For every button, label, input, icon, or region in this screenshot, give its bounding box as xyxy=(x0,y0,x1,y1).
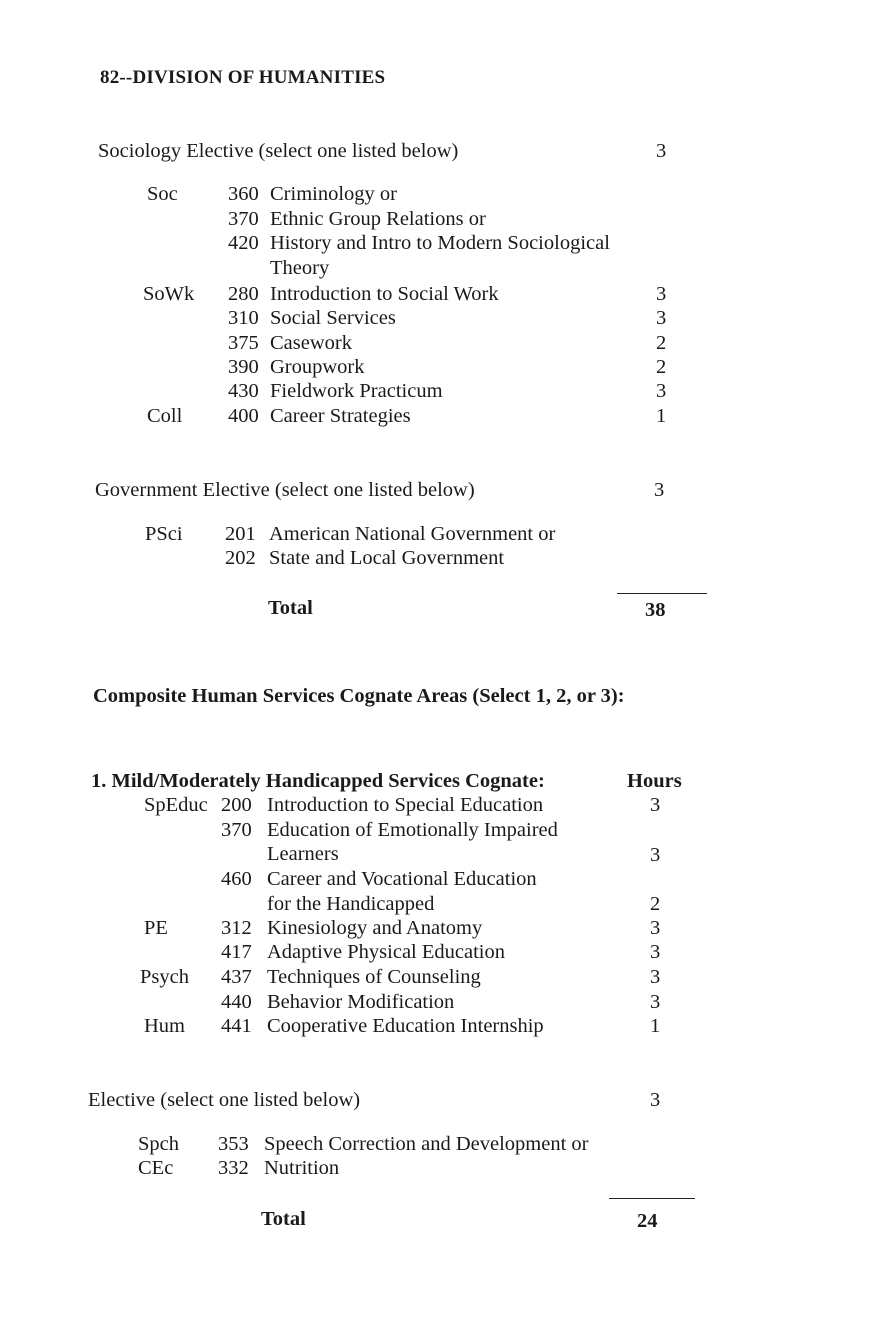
course-number: 417 xyxy=(221,941,252,963)
course-number: 390 xyxy=(228,356,259,378)
cognate-heading: 1. Mild/Moderately Handicapped Services Cognate: xyxy=(91,770,545,792)
total-label: Total xyxy=(261,1208,306,1230)
course-title: for the Handicapped xyxy=(267,893,435,915)
course-number: 280 xyxy=(228,283,259,305)
course-dept: Psych xyxy=(140,966,189,988)
course-hours: 2 xyxy=(656,332,667,354)
course-title: Fieldwork Practicum xyxy=(270,380,443,402)
elective-heading: Elective (select one listed below) xyxy=(88,1089,361,1111)
course-title: Cooperative Education Internship xyxy=(267,1015,544,1037)
course-title: Techniques of Counseling xyxy=(267,966,481,988)
course-title: American National Government or xyxy=(269,523,556,545)
page-header: 82--DIVISION OF HUMANITIES xyxy=(100,67,386,88)
course-number: 200 xyxy=(221,794,252,816)
course-number: 400 xyxy=(228,405,259,427)
course-number: 201 xyxy=(225,523,256,545)
course-title: Casework xyxy=(270,332,352,354)
course-dept: CEc xyxy=(138,1157,174,1179)
course-title: Behavior Modification xyxy=(267,991,455,1013)
composite-heading: Composite Human Services Cognate Areas (Select 1, 2, or 3): xyxy=(93,685,625,707)
course-dept: Hum xyxy=(144,1015,185,1037)
course-hours: 3 xyxy=(656,380,667,402)
course-hours: 2 xyxy=(650,893,661,915)
course-hours: 3 xyxy=(650,991,661,1013)
course-hours: 1 xyxy=(656,405,667,427)
total-label: Total xyxy=(268,597,313,619)
course-number: 202 xyxy=(225,547,256,569)
course-title: Groupwork xyxy=(270,356,365,378)
course-hours: 3 xyxy=(650,844,661,866)
total-divider xyxy=(617,593,707,594)
course-title: History and Intro to Modern Sociological xyxy=(270,232,610,254)
course-hours: 3 xyxy=(656,307,667,329)
course-dept: Coll xyxy=(147,405,183,427)
course-hours: 1 xyxy=(650,1015,661,1037)
course-dept: PE xyxy=(144,917,168,939)
course-title: Speech Correction and Development or xyxy=(264,1133,589,1155)
course-hours: 3 xyxy=(650,917,661,939)
course-title: Kinesiology and Anatomy xyxy=(267,917,483,939)
course-number: 430 xyxy=(228,380,259,402)
course-number: 332 xyxy=(218,1157,249,1179)
course-title: Nutrition xyxy=(264,1157,340,1179)
course-number: 310 xyxy=(228,307,259,329)
course-title: Career Strategies xyxy=(270,405,411,427)
course-number: 370 xyxy=(228,208,259,230)
course-title: Career and Vocational Education xyxy=(267,868,537,890)
course-hours: 3 xyxy=(650,966,661,988)
course-number: 375 xyxy=(228,332,259,354)
course-dept: Spch xyxy=(138,1133,179,1155)
government-elective-hours: 3 xyxy=(654,479,665,501)
government-elective-heading: Government Elective (select one listed below) xyxy=(95,479,475,501)
course-dept: PSci xyxy=(145,523,183,545)
course-dept: SpEduc xyxy=(144,794,208,816)
course-hours: 3 xyxy=(650,941,661,963)
course-title: Learners xyxy=(267,843,339,865)
course-number: 440 xyxy=(221,991,252,1013)
total-value: 38 xyxy=(645,599,666,621)
course-title: Criminology or xyxy=(270,183,397,205)
course-dept: SoWk xyxy=(143,283,195,305)
elective-hours: 3 xyxy=(650,1089,661,1111)
course-hours: 3 xyxy=(650,794,661,816)
course-number: 441 xyxy=(221,1015,252,1037)
course-number: 353 xyxy=(218,1133,249,1155)
total-divider xyxy=(609,1198,695,1199)
course-number: 420 xyxy=(228,232,259,254)
course-title: Social Services xyxy=(270,307,396,329)
course-hours: 2 xyxy=(656,356,667,378)
total-value: 24 xyxy=(637,1210,658,1232)
sociology-elective-heading: Sociology Elective (select one listed below) xyxy=(98,140,459,162)
course-number: 460 xyxy=(221,868,252,890)
course-dept: Soc xyxy=(147,183,178,205)
course-hours: 3 xyxy=(656,283,667,305)
course-number: 312 xyxy=(221,917,252,939)
course-title: Adaptive Physical Education xyxy=(267,941,505,963)
course-number: 437 xyxy=(221,966,252,988)
course-title: Introduction to Social Work xyxy=(270,283,499,305)
course-number: 360 xyxy=(228,183,259,205)
course-title: Theory xyxy=(270,257,330,279)
hours-column-header: Hours xyxy=(627,770,682,792)
course-title: State and Local Government xyxy=(269,547,505,569)
course-number: 370 xyxy=(221,819,252,841)
course-title: Ethnic Group Relations or xyxy=(270,208,486,230)
sociology-elective-hours: 3 xyxy=(656,140,667,162)
course-title: Education of Emotionally Impaired xyxy=(267,819,558,841)
course-title: Introduction to Special Education xyxy=(267,794,544,816)
